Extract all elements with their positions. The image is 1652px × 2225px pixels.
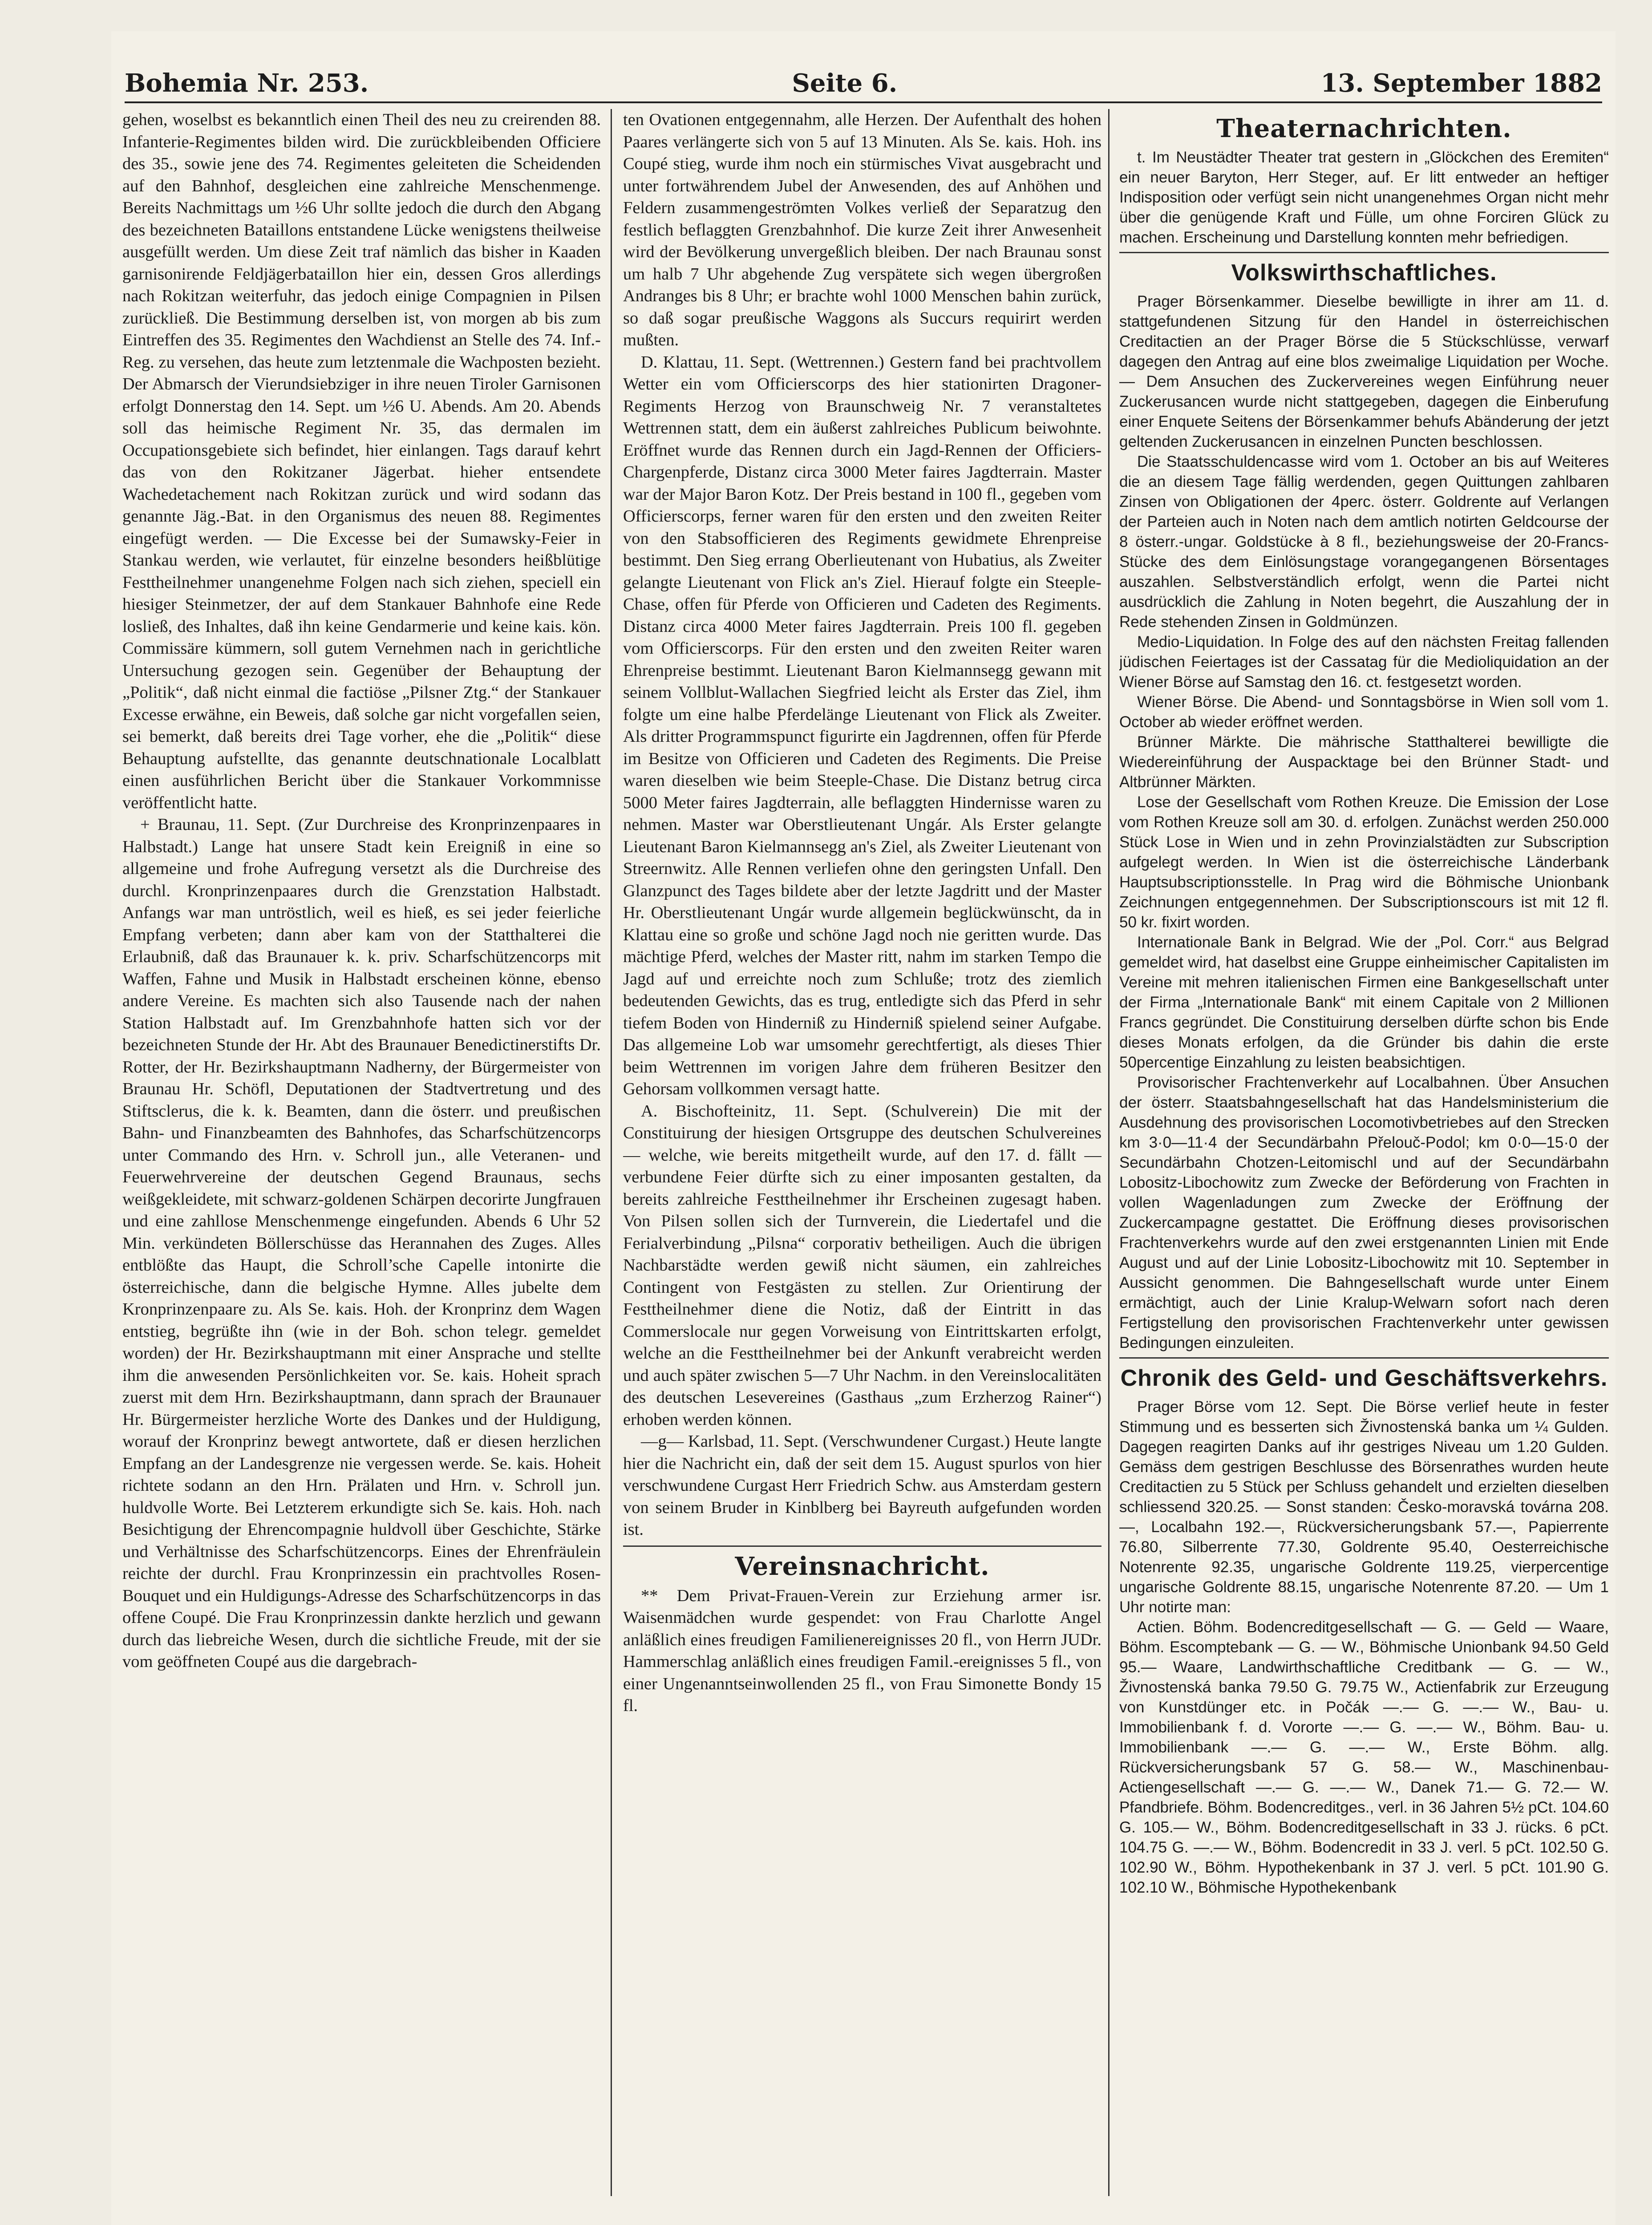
section-heading-theater: Theaternachrichten.: [1216, 114, 1512, 143]
page-header: [125, 44, 1602, 103]
section-divider: [1119, 252, 1609, 253]
article-bank-belgrad: Internationale Bank in Belgrad. Wie der „Pol. Corr.“ aus Belgrad gemeldet wird, hat daselbst eine Gruppe einheimischer Capitalisten im Vereine mit mehren italienischen Firmen eine Bankgesellschaft unter der Firma „Internationale Bank“ mit einem Capitale von 2 Millionen Francs gegründet. Die Constituirung derselben dürfte schon bis Ende dieses Monats erfolgen, da die Gründer bis dahin die erste 50percentige Einzahlung zu leisten beabsichtigen.: [1119, 934, 1609, 1071]
header-right: 13. September 1882: [1320, 69, 1602, 98]
column-2: [623, 109, 1101, 2218]
column-rule-1: [611, 109, 612, 2196]
article-bischofteinitz: A. Bischofteinitz, 11. Sept. (Schulverein) Die mit der Constituirung der hiesigen Ortsgruppe des deutschen Schulvereines — welche, wie bereits mitgetheilt wurde, auf den 17. d. fällt — verbundene Feier dürfte sich zu einer imposanten gestalten, da bereits zahlreiche Festtheilnehmer ihr Erscheinen zugesagt haben. Von Pilsen sollen sich der Turnverein, die Liedertafel und die Ferialverbindung „Pilsna“ corporativ betheiligen. Auch die übrigen Nachbarstädte werden gewiß nicht säumen, ein zahlreiches Contingent von Festgästen zu stellen. Zur Orientirung der Festtheilnehmer diene die Notiz, daß der Eintritt in das Commerslocale nur gegen Vorweisung von Eintrittskarten erfolgt, welche an die Festtheilnehmer bei der Ankunft verabreicht werden und auch später zwischen 5—7 Uhr Nachm. in den Vereinslocalitäten des deutschen Lesevereines (Gasthaus „zum Erzherzog Rainer“) erhoben werden können.: [623, 1101, 1101, 1429]
column-rule-2: [1108, 109, 1109, 2196]
article-bruenner-maerkte: Brünner Märkte. Die mährische Statthalterei bewilligte die Wiedereinführung der Auspacktage bei den Brünner Stadt- und Altbrünner Märkten.: [1119, 733, 1609, 791]
article-prager-boerse: Prager Börse vom 12. Sept. Die Börse verlief heute in fester Stimmung und es besserten sich Živnostenská banka um ¼ Gulden. Dagegen reagirten Danks auf ihr gestriges Niveau um 1.20 Gulden. Gemäss dem gestrigen Beschlusse des Börsenrathes wurden heute Creditactien zu 5 Stück per Schluss gehandelt und erzielten dieselben schliessend 320.25. — Sonst standen: Česko-moravská továrna 208.—, Localbahn 192.—, Rückversicherungsbank 57.—, Papierrente 76.80, Silberrente 77.30, Goldrente 95.40, Oesterreichische Notenrente 92.35, ungarische Goldrente 119.25, vierpercentige ungarische Goldrente 88.15, ungarische Notenrente 87.20. — Um 1 Uhr notirte man:: [1119, 1398, 1609, 1616]
column-3: [1119, 109, 1609, 2218]
article-braunau-continued: ten Ovationen entgegennahm, alle Herzen. Der Aufenthalt des hohen Paares verlängerte sich von 5 auf 13 Minuten. Als Se. kais. Hoh. ins Coupé stieg, wurde ihm noch ein stürmisches Vivat ausgebracht und unter fortwährendem Jubel der Anwesenden, des auf Anhöhen und Feldern zusammengeströmten Volkes verließ der Separatzug den festlich beflaggten Grenzbahnhof. Die kurze Zeit ihrer Anwesenheit wird der Bevölkerung unvergeßlich bleiben. Der nach Braunau sonst um halb 7 Uhr abgehende Zug verspätete sich wegen übergroßen Andranges bis 8 Uhr; er brachte wohl 1000 Menschen bahin zurück, so daß sogar preußische Waggons als Succurs requirirt werden mußten.: [623, 110, 1101, 349]
article-frauen-verein: ** Dem Privat-Frauen-Verein zur Erziehung armer isr. Waisenmädchen wurde gespendet: von Frau Charlotte Angel anläßlich eines freudigen Familienereignisses 20 fl., von Herrn JUDr. Hammerschlag anläßlich eines freudigen Famil.-ereignisses 5 fl., von einer Ungenanntseinwollenden 25 fl., von Frau Simonette Bondy 15 fl.: [623, 1586, 1101, 1715]
section-divider: [623, 1545, 1101, 1547]
article-kurse: Actien. Böhm. Bodencreditgesellschaft — G. — Geld — Waare, Böhm. Escomptebank — G. — W., Böhmische Unionbank 94.50 Geld 95.— Waare, Landwirthschaftliche Creditbank — G. — W., Živnostenská banka 79.50 G. 79.75 W., Actienfabrik zur Erzeugung von Kunstdünger etc. in Počák —.— G. —.— W., Bau- u. Immobilienbank f. d. Vororte —.— G. —.— W., Böhm. Bau- u. Immobilienbank —.— G. —.— W., Erste Böhm. allg. Rückversicherungsbank 57 G. 58.— W., Maschinenbau-Actiengesellschaft —.— G. —.— W., Danek 71.— G. 72.— W. Pfandbriefe. Böhm. Bodencreditges., verl. in 36 Jahren 5½ pCt. 104.60 G. 105.— W., Böhm. Bodencreditgesellschaft in 33 J. rücks. 6 pCt. 104.75 G. —.— W., Böhm. Bodencredit in 33 J. verl. 5 pCt. 102.50 G. 102.90 W., Böhm. Hypothekenbank in 37 J. verl. 5 pCt. 101.90 G. 102.10 W., Böhmische Hypothekenbank: [1119, 1618, 1609, 1896]
article-frachtenverkehr: Provisorischer Frachtenverkehr auf Localbahnen. Über Ansuchen der österr. Staatsbahngesellschaft hat das Handelsministerium die Ausdehnung des provisorischen Locomotivbetriebes auf den Strecken km 3·0—11·4 der Secundärbahn Přelouč-Podol; km 0·0—15·0 der Secundärbahn Chotzen-Leitomischl und auf der Secundärbahn Lobositz-Libochowitz zum Zwecke der Beförderung von Frachten in vollen Wagenladungen zum Zwecke der Eröffnung der Zuckercampagne gestattet. Die Eröffnung dieses provisorischen Frachtenverkehrs wurde auf den zwei erstgenannten Linien mit Ende August und auf der Linie Lobositz-Libochowitz mit 10. September in Aussicht genommen. Die Bahngesellschaft wurde unter Einem ermächtigt, auch der Linie Kralup-Welwarn sofort nach deren Fertigstellung den provisorischen Frachtenverkehr unter gewissen Bedingungen einzuleiten.: [1119, 1074, 1609, 1351]
newspaper-page: [111, 31, 1616, 2225]
article-wiener-boerse: Wiener Börse. Die Abend- und Sonntagsbörse in Wien soll vom 1. October ab wieder eröffnet werden.: [1119, 693, 1609, 731]
section-heading-chronik: Chronik des Geld- und Geschäftsverkehrs.: [1120, 1365, 1608, 1391]
article-klattau: D. Klattau, 11. Sept. (Wettrennen.) Gestern fand bei prachtvollem Wetter ein vom Officierscorps des hier stationirten Dragoner-Regiments Herzog von Braunschweig Nr. 7 veranstaltetes Wettrennen statt, dem ein äußerst zahlreiches Publicum beiwohnte. Eröffnet wurde das Rennen durch ein Jagd-Rennen der Officiers-Chargenpferde, Distanz circa 3000 Meter faires Jagdterrain. Master war der Major Baron Kotz. Der Preis bestand in 100 fl., gegeben vom Officierscorps, ferner waren für den ersten und den zweiten Reiter von den Stabsofficieren des Regiments gewidmete Ehrenpreise bestimmt. Den Sieg errang Oberlieutenant von Hubatius, als Zweiter gelangte Lieutenant von Flick an's Ziel. Hierauf folgte ein Steeple-Chase, offen für Pferde von Officieren und Cadeten des Regiments. Distanz circa 4000 Meter faires Jagdterrain. Preis 100 fl. gegeben vom Officierscorps. Für den ersten und den zweiten Reiter waren Ehrenpreise bestimmt. Lieutenant Baron Kielmannsegg gewann mit seinem Vollblut-Wallachen Siegfried leicht als Erster das Ziel, ihm folgte um eine halbe Pferdelänge Lieutenant von Flick als Zweiter. Als dritter Programmspunct figurirte ein Jagdrennen, offen für Pferde im Besitze von Officieren und Cadeten des Regiments. Die Preise waren dieselben wie beim Steeple-Chase. Die Distanz betrug circa 5000 Meter faires Jagdterrain, alle beflaggten Hindernisse waren zu nehmen. Master war Oberstlieutenant Ungár. Als Erster gelangte Lieutenant Baron Kielmannsegg an's Ziel, als Zweiter Lieutenant von Streernwitz. Alle Rennen verliefen ohne den geringsten Unfall. Den Glanzpunct des Tages bildete aber der letzte Jagdritt und der Master Hr. Oberstlieutenant Ungár wurde allgemein beglückwünscht, da in Klattau eine so große und schöne Jagd noch nie geritten wurde. Das mächtige Pferd, welches der Master ritt, nahm im starken Tempo die Jagd auf und erreichte noch zum Schluße; trotz des ziemlich bedeutenden Gewichts, das es trug, entledigte sich das Pferd in sehr tiefem Boden von Hinderniß zu Hinderniß spielend seiner Aufgabe. Das allgemeine Lob war umsomehr gerechtfertigt, als dieses Thier beim Wettrennen im vorigen Jahre dem früheren Besitzer den Gehorsam vollkommen versagt hatte.: [623, 352, 1101, 1098]
section-heading-volkswirthschaft: Volkswirthschaftliches.: [1231, 260, 1497, 286]
article-medio-liquidation: Medio-Liquidation. In Folge des auf den nächsten Freitag fallenden jüdischen Feiertages ist der Cassatag für die Medioliquidation an der Wiener Börse auf Samstag den 16. ct. festgesetzt worden.: [1119, 633, 1609, 691]
article-pilsen-continued: gehen, woselbst es bekanntlich einen Theil des neu zu creirenden 88. Infanterie-Regimentes bilden wird. Die zurückbleibenden Officiere des 35., sowie jene des 74. Regimentes geleiteten die Scheidenden auf den Bahnhof, desgleichen eine zahlreiche Menschenmenge. Bereits Nachmittags um ½6 Uhr sollte jedoch die durch den Abgang des bezeichneten Bataillons entstandene Lücke wenigstens theilweise ausgefüllt werden. Um diese Zeit traf nämlich das bisher in Kaaden garnisonirende Feldjägerbataillon hier ein, dessen Gros allerdings nach Rokitzan weiterfuhr, das jedoch einige Compagnien in Pilsen zurückließ. Die Bestimmung derselben ist, von morgen ab bis zum Eintreffen des 35. Regimentes den Wachdienst an Stelle des 74. Inf.-Reg. zu versehen, das heute zum letztenmale die Wachposten bezieht. Der Abmarsch der Vierundsiebziger in ihre neuen Tiroler Garnisonen erfolgt Donnerstag den 14. Sept. um ½6 U. Abends. Am 20. Abends soll das heimische Regiment Nr. 35, das dermalen im Occupationsgebiete sich befindet, hier einlangen. Tags darauf kehrt das von den Rokitzaner Jägerbat. hieher entsendete Wachedetachement nach Rokitzan zurück und wird sodann das genannte Jäg.-Bat. in den Organismus des neuen 88. Regimentes eingefügt werden. — Die Excesse bei der Sumawsky-Feier in Stankau werden, wie verlautet, für einzelne besonders heißblütige Festtheilnehmer unangenehme Folgen nach sich ziehen, speciell ein hiesiger Steinmetzer, der auf dem Stankauer Bahnhofe eine Rede losließ, des Inhaltes, daß ihn keine Gendarmerie und keine kais. kön. Commissäre kümmern, soll gutem Vernehmen nach in gerichtliche Untersuchung gezogen sein. Gegenüber der Behauptung der „Politik“, daß nicht einmal die factiöse „Pilsner Ztg.“ der Stankauer Excesse erwähne, ein Beweis, daß solche gar nicht vorgefallen seien, sei bemerkt, daß bereits drei Tage vorher, ehe die „Politik“ diese Behauptung aufstellte, das genannte deutschnationale Localblatt einen ausführlichen Bericht über die Stankauer Vorkommnisse veröffentlicht hatte.: [122, 110, 601, 812]
header-left: Bohemia Nr. 253.: [125, 69, 369, 98]
section-heading-vereinsnachricht: Vereinsnachricht.: [735, 1551, 990, 1581]
article-karlsbad: —g— Karlsbad, 11. Sept. (Verschwundener Curgast.) Heute langte hier die Nachricht ein, daß der seit dem 15. August spurlos von hier verschwundene Curgast Herr Friedrich Schw. aus Amsterdam gestern von seinem Bruder in Kinblberg bei Bayreuth aufgefunden worden ist.: [623, 1432, 1101, 1539]
section-divider: [1119, 1357, 1609, 1359]
column-1: [122, 109, 601, 2218]
article-boersenkammer: Prager Börsenkammer. Dieselbe bewilligte in ihrer am 11. d. stattgefundenen Sitzung für den Handel in österreichischen Creditactien an der Prager Börse die 5 Stückschlüsse, verwarf dagegen den Antrag auf eine blos zweimalige Liquidation per Woche. — Dem Ansuchen des Zuckervereines wegen Einführung neuer Zuckerusancen wurde nicht stattgegeben, dagegen die Einberufung einer Enquete Seitens der Börsenkammer behufs Abänderung der jetzt geltenden Zuckerusancen in einzelnen Puncten beschlossen.: [1119, 293, 1609, 450]
header-center: Seite 6.: [792, 69, 898, 98]
article-braunau: + Braunau, 11. Sept. (Zur Durchreise des Kronprinzenpaares in Halbstadt.) Lange hat unsere Stadt kein Ereigniß in eine so allgemeine und frohe Aufregung versetzt als die Durchreise des durchl. Kronprinzenpaares durch die Grenzstation Halbstadt. Anfangs war man untröstlich, weil es hieß, es sei jeder feierliche Empfang verbeten; dann aber kam von der Statthalterei die Erlaubniß, daß das Braunauer k. k. priv. Scharfschützencorps mit Waffen, Fahne und Musik in Halbstadt erscheinen könne, ebenso andere Vereine. Es machten sich also Tausende nach der nahen Station Halbstadt auf. Im Grenzbahnhofe hatten sich vor der bezeichneten Stunde der Hr. Abt des Braunauer Benedictinerstifts Dr. Rotter, der Hr. Bezirkshauptmann Nadherny, der Bürgermeister von Braunau Hr. Schöfl, Deputationen der Stadtvertretung und des Stiftsclerus, die k. k. Beamten, dann die österr. und preußischen Bahn- und Finanzbeamten des Bahnhofes, das Scharfschützencorps unter Commando des Hrn. v. Schroll jun., alle Veteranen- und Feuerwehrvereine der deutschen Gegend Braunaus, sechs weißgekleidete, mit schwarz-goldenen Schärpen decorirte Jungfrauen und eine zahllose Menschenmenge eingefunden. Abends 6 Uhr 52 Min. verkündeten Böllerschüsse das Herannahen des Zuges. Alles entblößte das Haupt, die Schroll’sche Capelle intonirte die österreichische, dann die belgische Hymne. Alles jubelte dem Kronprinzenpaare zu. Als Se. kais. Hoh. der Kronprinz dem Wagen entstieg, begrüßte ihn (wie in der Boh. schon telegr. gemeldet worden) der Hr. Bezirkshauptmann mit einer Ansprache und stellte ihm die anwesenden Persönlichkeiten vor. Se. kais. Hoheit sprach zuerst mit dem Hrn. Bezirkshauptmann, dann sprach der Braunauer Hr. Bürgermeister herzliche Worte des Dankes und der Huldigung, worauf der Kronprinz bewegt antwortete, daß er diesen herzlichen Empfang an der Landesgrenze nie vergessen werde. Se. kais. Hoheit richtete sodann an den Hrn. Prälaten und Hrn. v. Schroll jun. huldvolle Worte. Bei Letzterem erkundigte sich Se. kais. Hoh. nach Besichtigung der Ehrencompagnie huldvoll über Geschichte, Stärke und Verhältnisse des Scharfschützencorps. Eines der Ehrenfräulein reichte der durchl. Frau Kronprinzessin ein prachtvolles Rosen-Bouquet und ein Huldigungs-Adresse des Scharfschützencorps in das offene Coupé. Die Frau Kronprinzessin dankte herzlich und gewann durch das liebreiche Wesen, durch die sichtliche Freude, mit der sie vom geöffneten Coupé aus die dargebrach-: [122, 815, 601, 1671]
article-rothes-kreuz-lose: Lose der Gesellschaft vom Rothen Kreuze. Die Emission der Lose vom Rothen Kreuze soll am 30. d. erfolgen. Zunächst werden 250.000 Stück Lose in Wien und in zehn Provinzialstädten zur Subscription aufgelegt werden. In Wien ist die österreichische Länderbank Hauptsubscriptionsstelle. In Prag wird die Böhmische Unionbank Zeichnungen entgegennehmen. Der Subscriptionscours ist mit 12 fl. 50 kr. fixirt worden.: [1119, 793, 1609, 931]
article-theater: t. Im Neustädter Theater trat gestern in „Glöckchen des Eremiten“ ein neuer Baryton, Herr Steger, auf. Er litt entweder an heftiger Indisposition oder verfügt sein nicht unangenehmes Organ nicht mehr über die genügende Kraft und Fülle, um ohne Forciren Glück zu machen. Erscheinung und Darstellung konnten mehr befriedigen.: [1119, 149, 1609, 246]
article-staatsschuldencasse: Die Staatsschuldencasse wird vom 1. October an bis auf Weiteres die an diesem Tage fällig werdenden, gegen Quittungen zahlbaren Zinsen von Obligationen der 4perc. österr. Goldrente auf Verlangen der Parteien auch in Noten nach dem amtlich notirten Geldcourse der 8 österr.-ungar. Goldstücke à 8 fl., beziehungsweise der 20-Francs-Stücke des dem Einlösungstage vorangegangenen Börsentages auszahlen. Selbstverständlich erfolgt, wenn die Partei nicht ausdrücklich die Zahlung in Noten begehrt, die Auszahlung der in Rede stehenden Zinsen in Goldmünzen.: [1119, 453, 1609, 631]
